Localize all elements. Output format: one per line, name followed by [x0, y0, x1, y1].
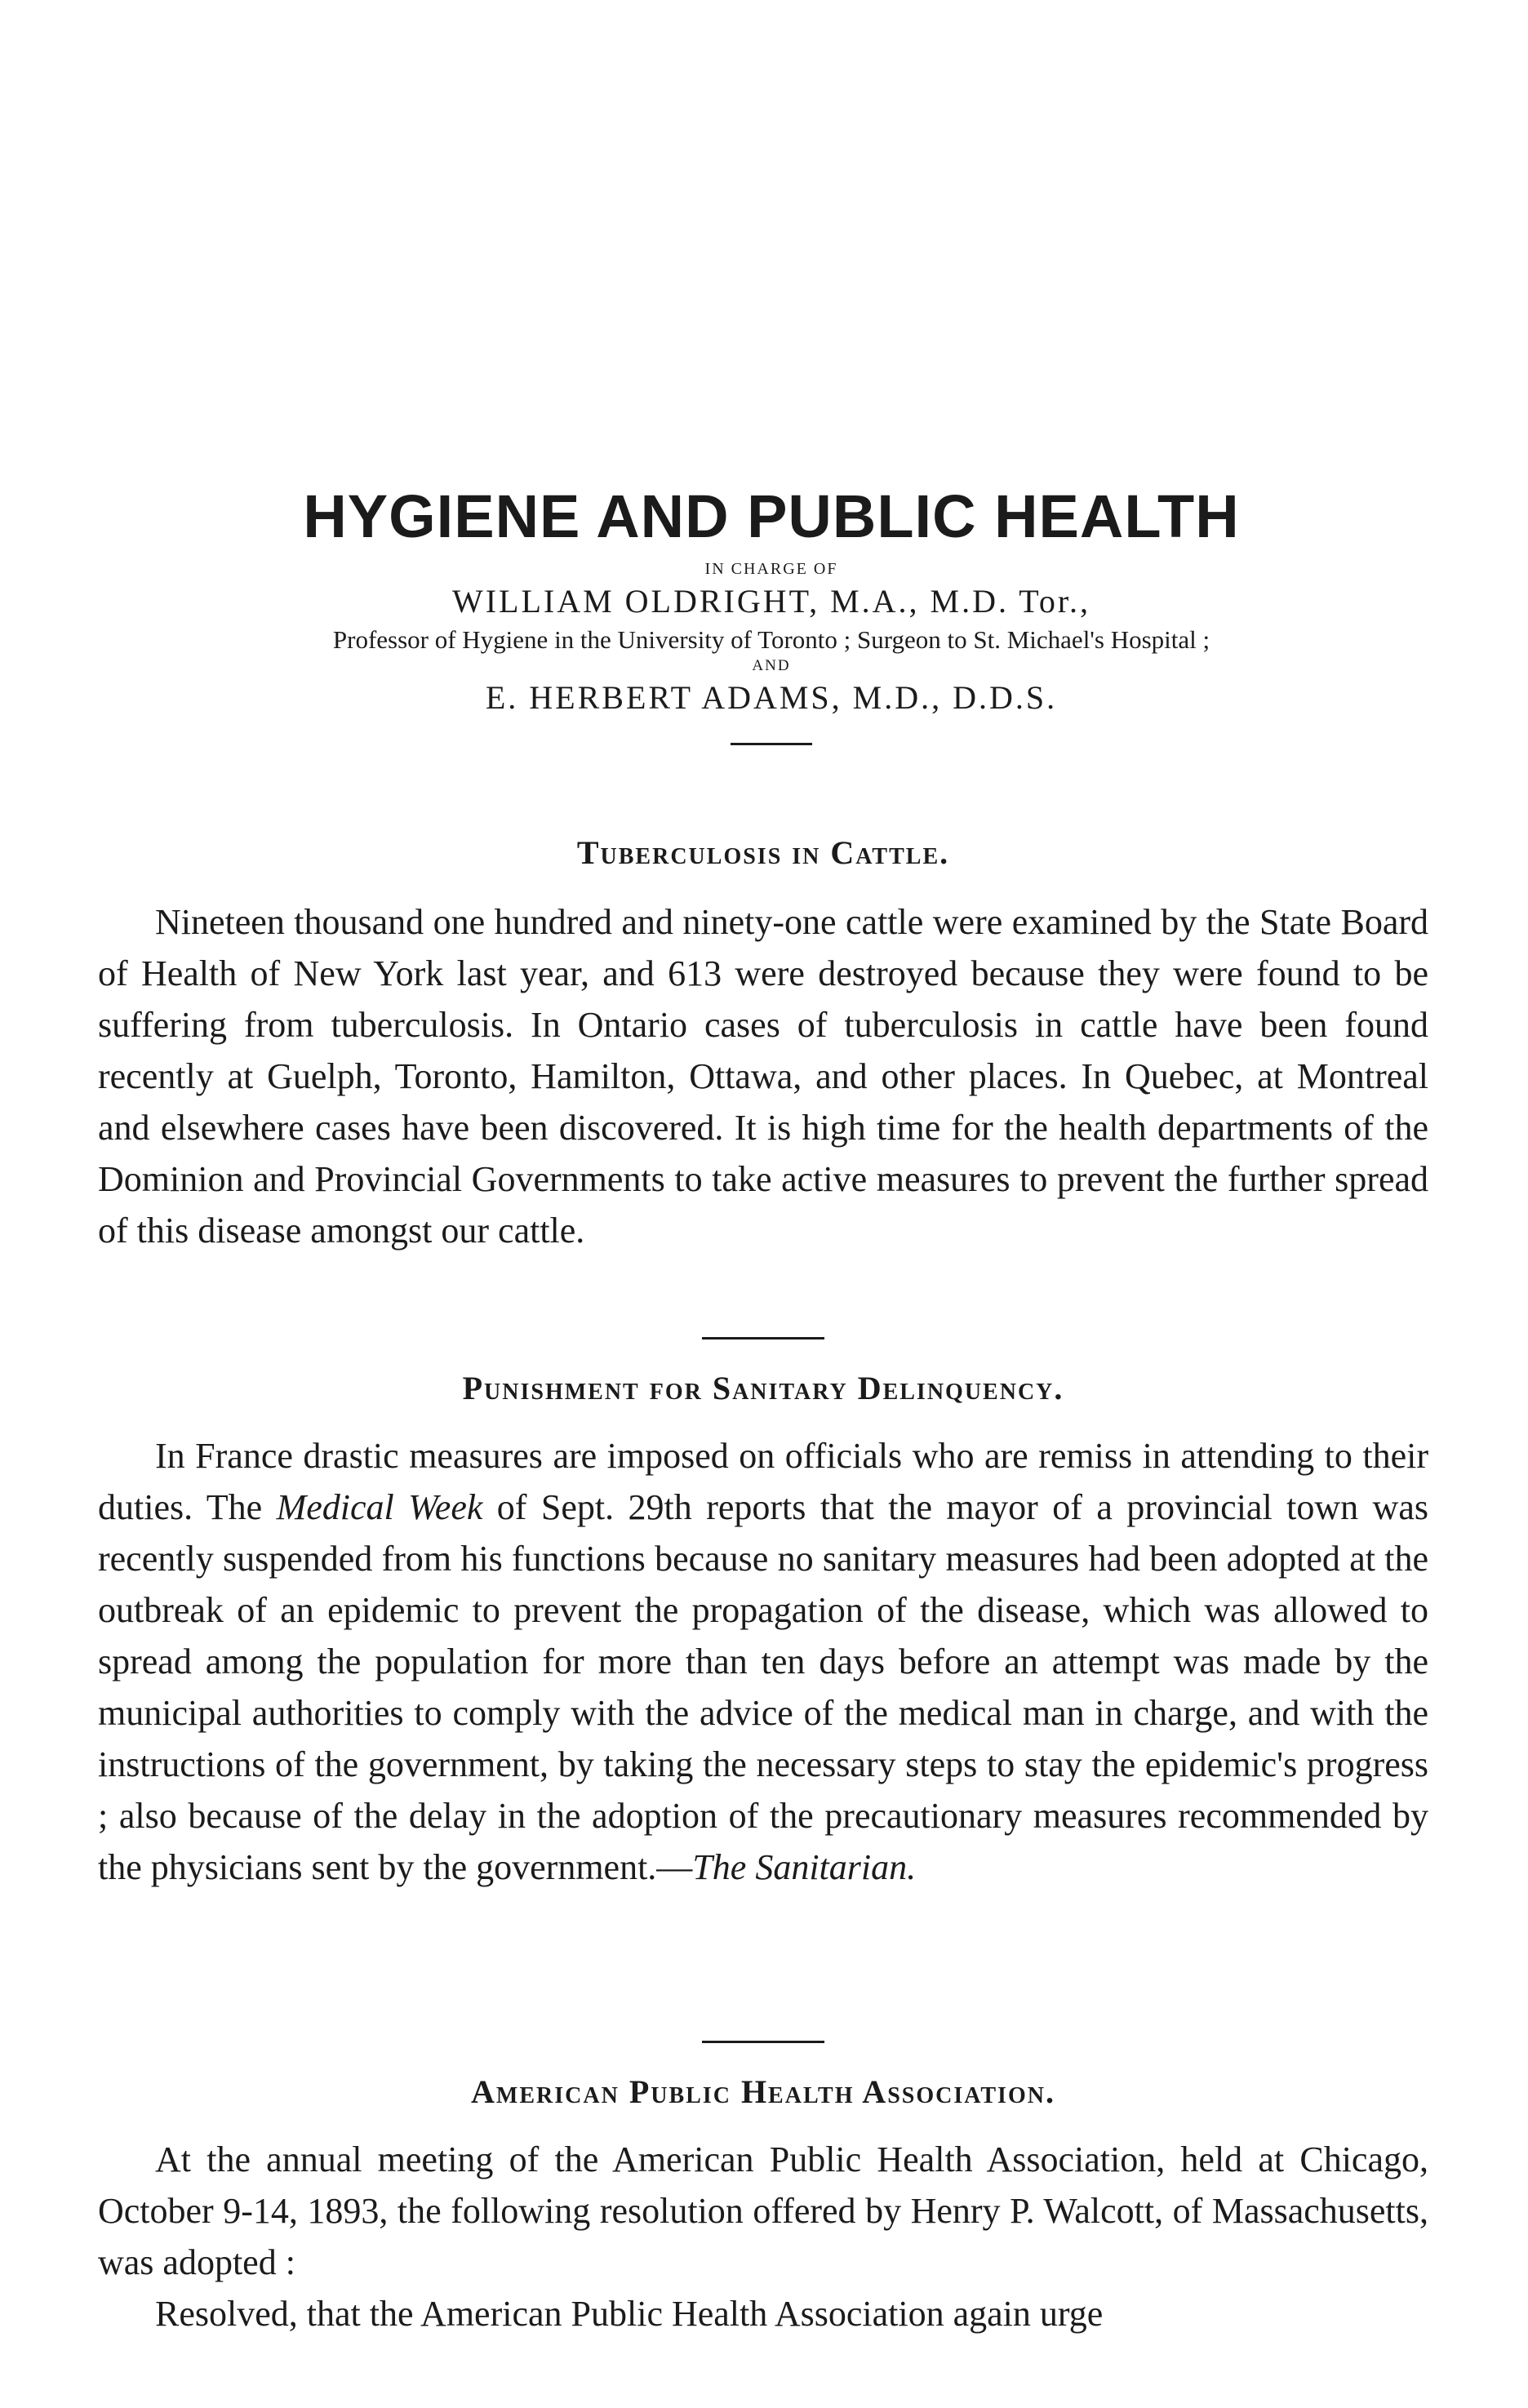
- editor-name-adams: E. HERBERT ADAMS, M.D., D.D.S.: [485, 679, 1058, 716]
- heading-apha: American Public Health Association.: [471, 2073, 1055, 2110]
- divider-1: [98, 1337, 1428, 1340]
- editor-name-oldright: WILLIAM OLDRIGHT, M.A., M.D. Tor.,: [451, 583, 1091, 620]
- heading-tuberculosis: Tuberculosis in Cattle.: [576, 834, 950, 871]
- section-rule-2: [702, 2041, 824, 2043]
- paragraph-apha-resolved: Resolved, that the American Public Health Association again urge: [155, 2294, 1104, 2334]
- journal-title-medical-week: Medical Week: [276, 1487, 483, 1527]
- paragraph-tuberculosis: Nineteen thousand one hundred and ninety-one cattle were examined by the State Board of Health of New York last year, and 613 were destroyed because they were found to be suffering from tuberculosis. In Ontario cases of tuberculosis in cattle have been found recently at Guelph, Toronto, Hamilton, Ottawa, and other places. In Quebec, at Montreal and elsewhere cases have been discovered. It is high time for the health departments of the Dominion and Provincial Governments to take active measures to prevent the further spread of this disease amongst our cattle.: [98, 902, 1428, 1251]
- body-punishment: [98, 1430, 1428, 1893]
- in-charge-of-label: IN CHARGE OF: [704, 560, 838, 578]
- section-rule-1: [702, 1337, 824, 1340]
- section-title: HYGIENE AND PUBLIC HEALTH: [303, 482, 1240, 550]
- body-tuberculosis: [98, 896, 1428, 1256]
- divider-2: [98, 2041, 1428, 2043]
- paragraph-punishment: [98, 1430, 1428, 1893]
- editor-title-oldright: Professor of Hygiene in the University of Toronto ; Surgeon to St. Michael's Hospital ;: [332, 625, 1210, 654]
- section-tuberculosis: [98, 833, 1428, 873]
- punishment-text-1: In France drastic measures are imposed on officials who are remiss in attending to their duties. The: [98, 1436, 1428, 1527]
- section-punishment: [98, 1368, 1428, 1409]
- paragraph-apha-meeting: At the annual meeting of the American Public Health Association, held at Chicago, October 9-14, 1893, the following resolution offered by Henry P. Walcott, of Massachusetts, was adopted :: [98, 2139, 1428, 2282]
- header-rule: [731, 743, 812, 745]
- section-header: [98, 482, 1445, 745]
- punishment-text-2: of Sept. 29th reports that the mayor of a provincial town was recently suspended from his functions because no sanitary measures had been adopted at the outbreak of an epidemic to prevent the propagation of the disease, which was allowed to spread among the population for more than ten days before an attempt was made by the municipal authorities to comply with the advice of the medical man in charge, and with the instructions of the government, by taking the necessary steps to stay the epidemic's progress ; also because of the delay in the adoption of the precautionary measures recommended by the physicians sent by the government.—: [98, 1487, 1428, 1887]
- source-sanitarian: The Sanitarian.: [692, 1847, 917, 1887]
- and-separator: AND: [752, 657, 791, 674]
- section-apha: [98, 2072, 1428, 2113]
- heading-punishment: Punishment for Sanitary Delinquency.: [462, 1370, 1064, 1406]
- body-apha: [98, 2134, 1428, 2339]
